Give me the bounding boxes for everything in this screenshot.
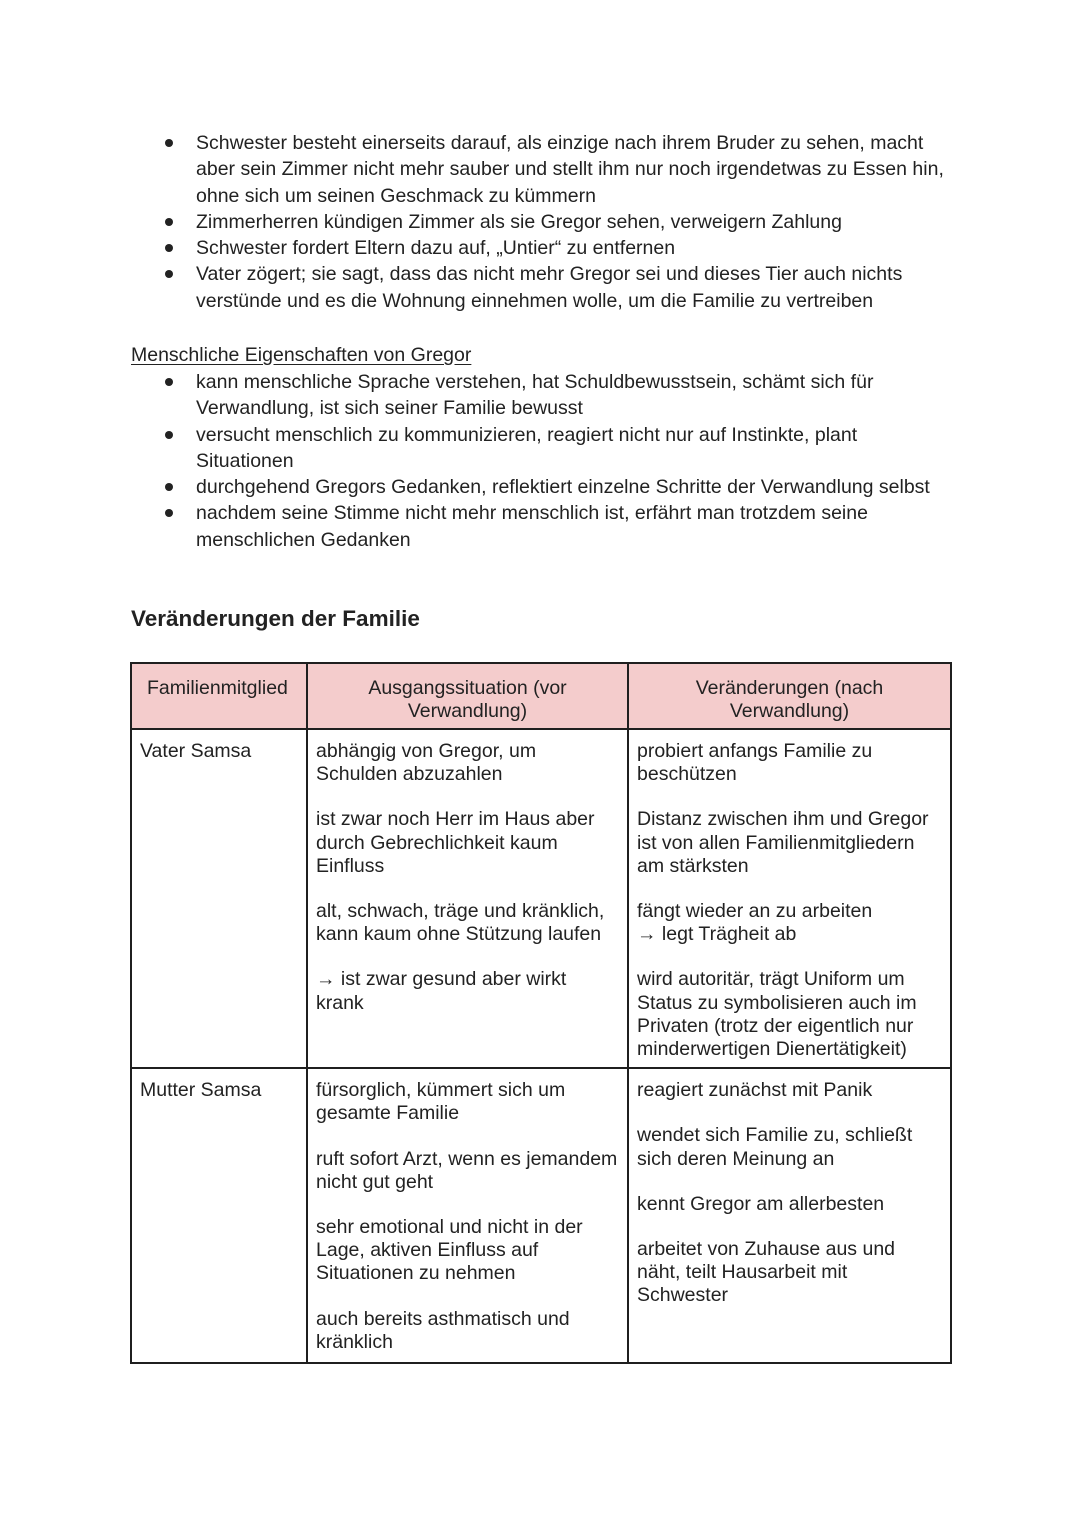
header-member: Familienmitglied xyxy=(131,663,307,729)
header-before: Ausgangssituation (vor Verwandlung) xyxy=(307,663,628,729)
human-traits-list xyxy=(196,369,956,553)
cell-paragraph: ruft sofort Arzt, wenn es jemandem nicht gut geht xyxy=(316,1147,618,1193)
member-cell: Mutter Samsa xyxy=(131,1068,307,1363)
list-item: nachdem seine Stimme nicht mehr menschlich ist, erfährt man trotzdem seine menschlichen Gedanken xyxy=(196,500,956,553)
cell-paragraph: auch bereits asthmatisch und kränklich xyxy=(316,1307,570,1353)
cell-paragraph: fängt wieder an zu arbeiten → legt Trägheit ab xyxy=(637,900,873,946)
cell-paragraph: arbeitet von Zuhause aus und näht, teilt Hausarbeit mit Schwester xyxy=(637,1238,896,1307)
before-cell xyxy=(307,1068,628,1363)
cell-paragraph: wird autoritär, trägt Uniform um Status zu symbolisieren auch im Privaten (trotz der eigentlich nur minderwertigen Dienertätigkeit) xyxy=(637,968,917,1061)
table-header-row xyxy=(131,663,951,729)
cell-paragraph: kennt Gregor am allerbesten xyxy=(637,1192,885,1215)
cell-paragraph: Distanz zwischen ihm und Gregor ist von allen Familienmitgliedern am stärksten xyxy=(637,808,929,877)
sister-behavior-list xyxy=(196,130,956,314)
bullet-icon xyxy=(165,218,173,226)
after-cell xyxy=(628,729,951,1068)
list-item: Schwester besteht einerseits darauf, als einzige nach ihrem Bruder zu sehen, macht aber sein Zimmer nicht mehr sauber und stellt ihm nur noch irgendetwas zu Essen hin, ohne sich um seinen Geschmack zu kümmern xyxy=(196,130,956,209)
cell-paragraph: reagiert zunächst mit Panik xyxy=(637,1079,873,1102)
cell-paragraph: wendet sich Familie zu, schließt sich deren Meinung an xyxy=(637,1124,913,1170)
cell-paragraph: ist zwar noch Herr im Haus aber durch Gebrechlichkeit kaum Einfluss xyxy=(316,808,595,877)
before-cell xyxy=(307,729,628,1068)
list-item: versucht menschlich zu kommunizieren, reagiert nicht nur auf Instinkte, plant Situationen xyxy=(196,422,956,475)
cell-paragraph: sehr emotional und nicht in der Lage, aktiven Einfluss auf Situationen zu nehmen xyxy=(316,1216,583,1285)
bullet-icon xyxy=(165,270,173,278)
list-item: kann menschliche Sprache verstehen, hat Schuldbewusstsein, schämt sich für Verwandlung, ist sich seiner Familie bewusst xyxy=(196,369,956,422)
header-after: Veränderungen (nach Verwandlung) xyxy=(628,663,951,729)
after-cell xyxy=(628,1068,951,1363)
list-item: Vater zögert; sie sagt, dass das nicht mehr Gregor sei und dieses Tier auch nichts verstünde und es die Wohnung einnehmen wolle, um die Familie zu vertreiben xyxy=(196,261,956,314)
cell-paragraph: alt, schwach, träge und kränklich, kann kaum ohne Stützung laufen xyxy=(316,900,605,946)
family-changes-table xyxy=(130,662,952,1364)
bullet-icon xyxy=(165,139,173,147)
human-traits-heading: Menschliche Eigenschaften von Gregor xyxy=(131,344,472,366)
bullet-icon xyxy=(165,431,173,439)
bullet-icon xyxy=(165,244,173,252)
cell-paragraph: abhängig von Gregor, um Schulden abzuzahlen xyxy=(316,740,537,786)
table-row xyxy=(131,1068,951,1363)
bullet-icon xyxy=(165,509,173,517)
list-item: Zimmerherren kündigen Zimmer als sie Gregor sehen, verweigern Zahlung xyxy=(196,209,956,235)
family-section-heading: Veränderungen der Familie xyxy=(131,606,420,631)
table-row xyxy=(131,729,951,1068)
list-item: durchgehend Gregors Gedanken, reflektiert einzelne Schritte der Verwandlung selbst xyxy=(196,474,956,500)
bullet-icon xyxy=(165,378,173,386)
cell-paragraph: → ist zwar gesund aber wirkt krank xyxy=(316,968,567,1014)
cell-paragraph: probiert anfangs Familie zu beschützen xyxy=(637,740,873,786)
list-item: Schwester fordert Eltern dazu auf, „Untier“ zu entfernen xyxy=(196,235,956,261)
bullet-icon xyxy=(165,483,173,491)
member-cell: Vater Samsa xyxy=(131,729,307,1068)
cell-paragraph: fürsorglich, kümmert sich um gesamte Familie xyxy=(316,1079,566,1125)
